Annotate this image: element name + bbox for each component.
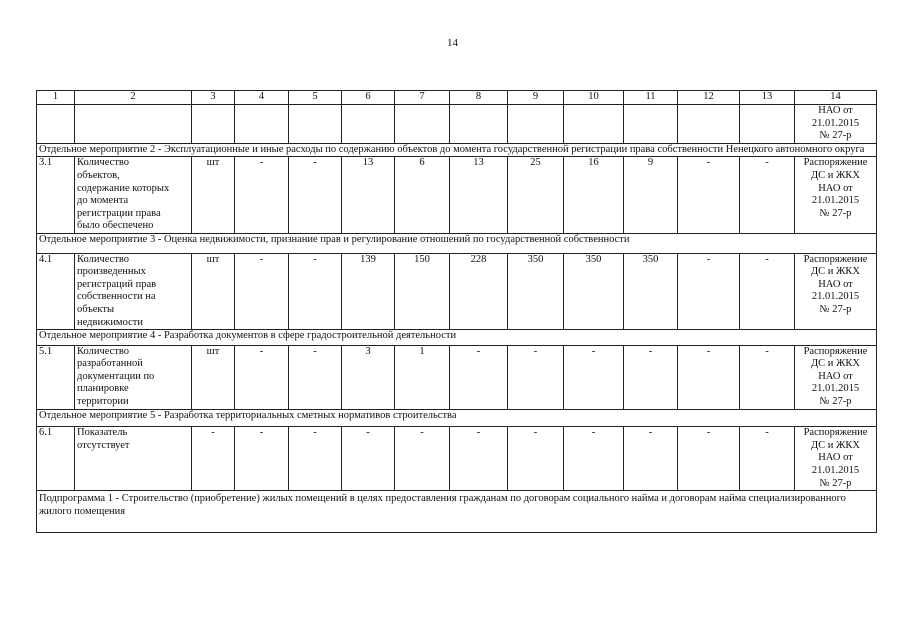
value-cell: -: [508, 427, 564, 491]
value-cell: -: [289, 253, 342, 330]
value-cell: -: [678, 427, 740, 491]
value-cell: 16: [564, 157, 624, 234]
value-cell: -: [624, 345, 678, 409]
basis-line: № 27-р: [819, 303, 852, 315]
column-header: 11: [624, 91, 678, 105]
value-cell: 6: [395, 157, 450, 234]
value-cell: 3: [342, 345, 395, 409]
name-line: Количество: [77, 253, 130, 265]
column-header: 8: [450, 91, 508, 105]
name-line: регистраций прав: [77, 278, 157, 290]
name-line: Показатель: [77, 427, 128, 439]
value-cell: 13: [450, 157, 508, 234]
unit-cell: шт: [192, 345, 235, 409]
value-cell: -: [289, 345, 342, 409]
value-cell: -: [235, 157, 289, 234]
column-header: 3: [192, 91, 235, 105]
value-cell: -: [450, 427, 508, 491]
row-number: 6.1: [37, 427, 75, 491]
basis-cell: [795, 105, 877, 144]
column-header: 10: [564, 91, 624, 105]
name-line: было обеспечено: [77, 220, 154, 232]
section-row: [37, 233, 877, 253]
value-cell: -: [678, 345, 740, 409]
basis-line: Распоряжение: [803, 157, 868, 169]
name-line: Количество: [77, 345, 130, 357]
unit-cell: шт: [192, 253, 235, 330]
row-number: 5.1: [37, 345, 75, 409]
basis-line: НАО от: [818, 278, 853, 290]
section-row: [37, 143, 877, 157]
basis-line: № 27-р: [819, 207, 852, 219]
name-line: до момента: [77, 195, 129, 207]
table-row: [37, 253, 877, 330]
table-row: [37, 157, 877, 234]
basis-line: НАО от: [818, 452, 853, 464]
value-cell: -: [289, 427, 342, 491]
value-cell: 150: [395, 253, 450, 330]
table-cell: [37, 105, 75, 144]
table-cell: [235, 105, 289, 144]
header-row: [37, 91, 877, 105]
basis-line: ДС и ЖКХ: [810, 358, 861, 370]
value-cell: 350: [564, 253, 624, 330]
value-cell: 9: [624, 157, 678, 234]
column-header: 13: [740, 91, 795, 105]
value-cell: -: [564, 427, 624, 491]
value-cell: -: [740, 157, 795, 234]
section-title: Отдельное мероприятие 3 - Оценка недвижимости, признание прав и регулирование отношений по государственной собственности: [37, 233, 877, 253]
value-cell: -: [564, 345, 624, 409]
value-cell: -: [740, 345, 795, 409]
table-cell: [740, 105, 795, 144]
table-cell: [508, 105, 564, 144]
basis-line: ДС и ЖКХ: [810, 169, 861, 181]
table-cell: [342, 105, 395, 144]
name-line: территории: [77, 396, 129, 408]
value-cell: -: [235, 427, 289, 491]
basis-line: Распоряжение: [803, 345, 868, 357]
name-line: недвижимости: [77, 316, 143, 328]
column-header: 2: [75, 91, 192, 105]
name-line: планировке: [77, 383, 129, 395]
table-row: [37, 345, 877, 409]
basis-line: 21.01.2015: [811, 195, 860, 207]
name-line: объекты: [77, 303, 115, 315]
column-header: 5: [289, 91, 342, 105]
name-line: регистрации права: [77, 207, 161, 219]
value-cell: -: [289, 157, 342, 234]
value-cell: -: [235, 345, 289, 409]
basis-line: 21.01.2015: [811, 117, 860, 129]
basis-line: НАО от: [818, 182, 853, 194]
basis-line: Распоряжение: [803, 253, 868, 265]
indicator-name: [75, 157, 192, 234]
column-header: 14: [795, 91, 877, 105]
basis-line: № 27-р: [819, 130, 852, 142]
indicator-table: [36, 90, 877, 533]
table-row: [37, 427, 877, 491]
basis-line: № 27-р: [819, 477, 852, 489]
value-cell: -: [342, 427, 395, 491]
value-cell: 350: [508, 253, 564, 330]
table-cell: [450, 105, 508, 144]
indicator-name: [75, 253, 192, 330]
column-header: 9: [508, 91, 564, 105]
unit-cell: -: [192, 427, 235, 491]
value-cell: -: [395, 427, 450, 491]
indicator-name: [75, 345, 192, 409]
name-line: объектов,: [77, 169, 120, 181]
basis-line: 21.01.2015: [811, 465, 860, 477]
basis-line: НАО от: [818, 370, 853, 382]
unit-cell: шт: [192, 157, 235, 234]
table-cell: [624, 105, 678, 144]
value-cell: -: [678, 253, 740, 330]
basis-line: НАО от: [818, 105, 853, 116]
value-cell: -: [508, 345, 564, 409]
name-line: произведенных: [77, 266, 146, 278]
basis-line: ДС и ЖКХ: [810, 266, 861, 278]
indicator-name: [75, 427, 192, 491]
column-header: 6: [342, 91, 395, 105]
section-row: [37, 330, 877, 346]
row-number: 3.1: [37, 157, 75, 234]
table-cell: [678, 105, 740, 144]
column-header: 12: [678, 91, 740, 105]
section-title: Отдельное мероприятие 4 - Разработка документов в сфере градостроительной деятельности: [37, 330, 877, 346]
table-cell: [564, 105, 624, 144]
basis-line: № 27-р: [819, 396, 852, 408]
section-row: [37, 491, 877, 533]
basis-line: 21.01.2015: [811, 291, 860, 303]
subprogram-title: Подпрограмма 1 - Строительство (приобретение) жилых помещений в целях предоставления гражданам по договорам социального найма и договорам найма специализированного жилого помещения: [37, 491, 877, 533]
value-cell: 1: [395, 345, 450, 409]
name-line: документации по: [77, 370, 155, 382]
table-cell: [75, 105, 192, 144]
basis-line: 21.01.2015: [811, 383, 860, 395]
value-cell: -: [624, 427, 678, 491]
value-cell: 25: [508, 157, 564, 234]
value-cell: -: [450, 345, 508, 409]
continuation-row: [37, 105, 877, 144]
value-cell: 228: [450, 253, 508, 330]
table-cell: [192, 105, 235, 144]
value-cell: 350: [624, 253, 678, 330]
column-header: 7: [395, 91, 450, 105]
row-number: 4.1: [37, 253, 75, 330]
basis-cell: [795, 253, 877, 330]
value-cell: 139: [342, 253, 395, 330]
value-cell: -: [678, 157, 740, 234]
value-cell: -: [235, 253, 289, 330]
column-header: 4: [235, 91, 289, 105]
name-line: собственности на: [77, 291, 156, 303]
name-line: отсутствует: [77, 439, 130, 451]
basis-cell: [795, 345, 877, 409]
basis-line: ДС и ЖКХ: [810, 439, 861, 451]
table-cell: [289, 105, 342, 144]
column-header: 1: [37, 91, 75, 105]
name-line: разработанной: [77, 358, 143, 370]
value-cell: 13: [342, 157, 395, 234]
section-title: Отдельное мероприятие 5 - Разработка территориальных сметных нормативов строительства: [37, 409, 877, 427]
section-row: [37, 409, 877, 427]
basis-cell: [795, 427, 877, 491]
basis-cell: [795, 157, 877, 234]
basis-line: Распоряжение: [803, 427, 868, 439]
name-line: содержание которых: [77, 182, 170, 194]
page-number: 14: [447, 37, 458, 49]
name-line: Количество: [77, 157, 130, 169]
section-title: Отдельное мероприятие 2 - Эксплуатационные и иные расходы по содержанию объектов до момента государственной регистрации права собственности Ненецкого автономного округа: [37, 143, 877, 157]
value-cell: -: [740, 427, 795, 491]
value-cell: -: [740, 253, 795, 330]
table-cell: [395, 105, 450, 144]
